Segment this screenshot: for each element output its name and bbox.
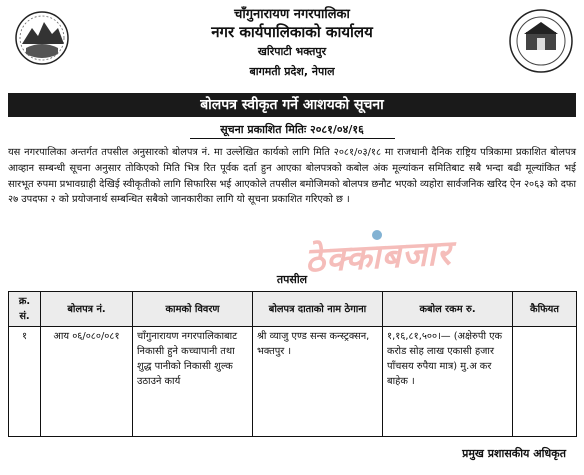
cell-bidder: श्री व्याजु एण्ड सन्स कन्स्ट्रक्सन, भक्तपुर ।	[253, 327, 383, 437]
notice-title: बोलपत्र स्वीकृत गर्ने आशयको सूचना	[8, 93, 576, 117]
cell-amount: १,१६,८१,५००।— (अक्षेरुपी एक करोड सोह लाख एकासी हजार पाँचसय रुपैया मात्र) मु.अ कर बाहेक ।	[383, 327, 513, 437]
office-name: नगर कार्यपालिकाको कार्यालय	[211, 23, 373, 41]
header-bidder: बोलपत्र दाताको नाम ठेगाना	[253, 292, 383, 327]
cell-sn: १	[9, 327, 41, 437]
header-bid-no: बोलपत्र नं.	[41, 292, 133, 327]
header-work: कामको विवरण	[133, 292, 253, 327]
cell-remarks	[513, 327, 577, 437]
section-title: तपसील	[276, 273, 308, 286]
table-row	[9, 327, 577, 437]
notice-body: यस नगरपालिका अन्तर्गत तपसील अनुसारको बोलपत्र नं. मा उल्लेखित कार्यको लागि मिति २०८१/०३/१८ मा राजधानी दैनिक राष्ट्रिय पत्रिकामा प्रकाशित बोलपत्र आव्हान सम्बन्धी सूचना अनुसार तोकिएको मिति भित्र रित पूर्वक दर्ता हुन आएका बोलपत्रको कबोल अंक मूल्यांकन समितिबाट सबै भन्दा बढी मूल्यांकित भई सारभूत रुपमा प्रभावग्राही देखिई स्वीकृतीको लागि सिफारिस भई आएकोले तपसील बमोजिमको बोलपत्र छनौट भएको व्यहोरा सार्वजनिक खरिद ऐन २०६३ को दफा २७ उपदफा २ को प्रयोजनार्थ सम्बन्धित सबैको जानकारीका लागि यो सूचना प्रकाशित गरिएको छ ।	[8, 147, 576, 206]
letterhead	[0, 0, 584, 92]
published-date: सूचना प्रकाशित मितिः २०८१/०४/१६	[220, 123, 364, 136]
header-remarks: कैफियत	[513, 292, 577, 327]
municipality-seal-icon	[508, 8, 574, 74]
watermark: ठेक्काबजार	[304, 233, 453, 281]
header-amount: कबोल रकम रु.	[383, 292, 513, 327]
municipality-name: चाँगुनारायण नगरपालिका	[234, 7, 350, 22]
office-location: खरिपाटी भक्तपुर	[257, 45, 327, 58]
header-sn: क्र. सं.	[9, 292, 41, 327]
signatory: प्रमुख प्रशासकीय अधिकृत	[462, 447, 566, 460]
published-date-underline	[190, 138, 395, 139]
cell-work: चाँगुनारायण नगरपालिकाबाट निकासी हुने कच्चापानी तथा शुद्ध पानीको निकासी शुल्क उठाउने कार्य	[133, 327, 253, 437]
province-country: बागमती प्रदेश, नेपाल	[249, 65, 335, 78]
details-table	[8, 291, 577, 437]
table-header-row	[9, 292, 577, 327]
cell-bid-no: आय ०६/०८०/०८१	[41, 327, 133, 437]
